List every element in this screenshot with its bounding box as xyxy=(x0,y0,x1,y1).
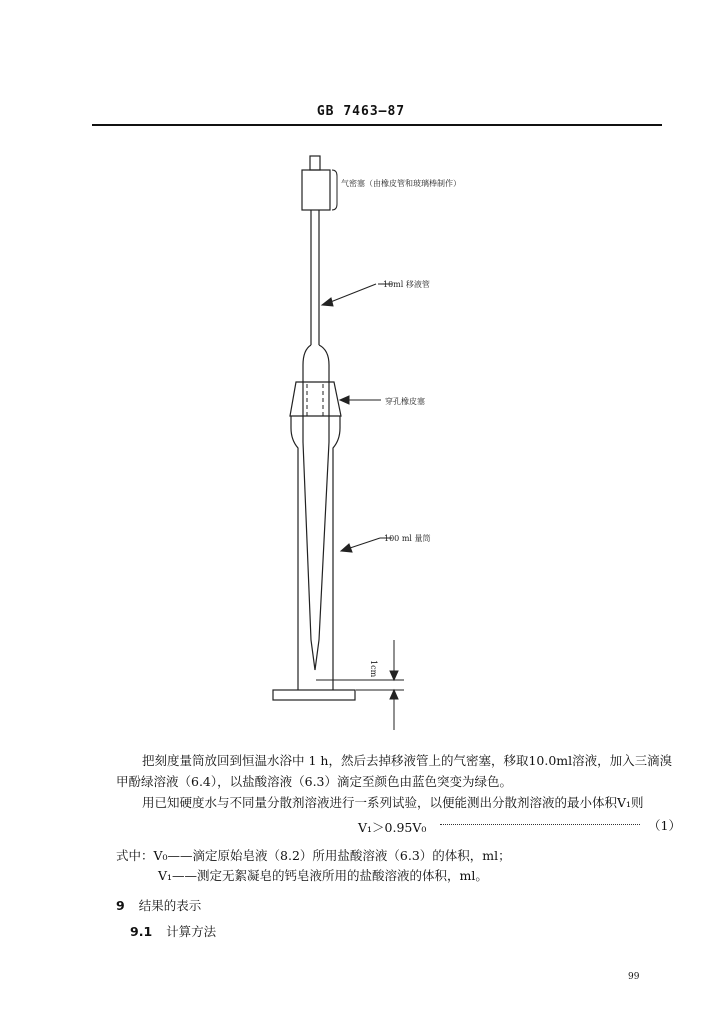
where-v1: V₁——测定无絮凝皂的钙皂液所用的盐酸溶液的体积，ml。 xyxy=(158,868,488,883)
formula-expression: V₁＞0.95V₀ xyxy=(358,820,427,835)
section-9-number: 9 xyxy=(116,898,125,913)
pipette-lower-left xyxy=(303,382,315,670)
where-v0: 式中：V₀——滴定原始皂液（8.2）所用盐酸溶液（6.3）的体积，ml； xyxy=(116,848,511,863)
section-9-title: 结果的表示 xyxy=(138,898,202,913)
document-header: GB 7463—87 xyxy=(316,104,406,119)
section-9-1-title: 计算方法 xyxy=(166,924,217,939)
section-9-1-heading xyxy=(130,922,216,940)
formula-leader xyxy=(440,824,640,825)
cylinder-label: 100 ml 量筒 xyxy=(384,534,431,543)
page-number: 99 xyxy=(628,972,640,982)
rubber-stopper xyxy=(290,382,341,416)
formula-number: （1） xyxy=(648,818,681,833)
rubber-stopper-label: 穿孔橡皮塞 xyxy=(385,397,425,406)
distance-label: 1cm xyxy=(369,660,378,678)
cylinder-right-wall xyxy=(333,416,340,690)
airtight-stopper xyxy=(302,170,330,210)
pipette-lower-right xyxy=(315,382,329,670)
cylinder-left-wall xyxy=(291,416,298,690)
section-9-heading xyxy=(116,896,201,914)
section-9-1-number: 9.1 xyxy=(130,924,153,939)
paragraph-1-line-1: 把刻度量筒放回到恒温水浴中 1 h，然后去掉移液管上的气密塞，移取10.0ml溶液，加入三滴溴 xyxy=(142,753,673,768)
cylinder-base xyxy=(273,690,355,700)
pipette-label: 10ml 移液管 xyxy=(383,280,430,289)
paragraph-2: 用已知硬度水与不同量分散剂溶液进行一系列试验，以便能测出分散剂溶液的最小体积V₁则 xyxy=(142,795,644,810)
paragraph-1-line-2: 甲酚绿溶液（6.4），以盐酸溶液（6.3）滴定至颜色由蓝色突变为绿色。 xyxy=(116,774,513,789)
glass-rod xyxy=(310,156,320,170)
stopper-label: 气密塞（由橡皮管和玻璃棒制作） xyxy=(341,179,461,188)
